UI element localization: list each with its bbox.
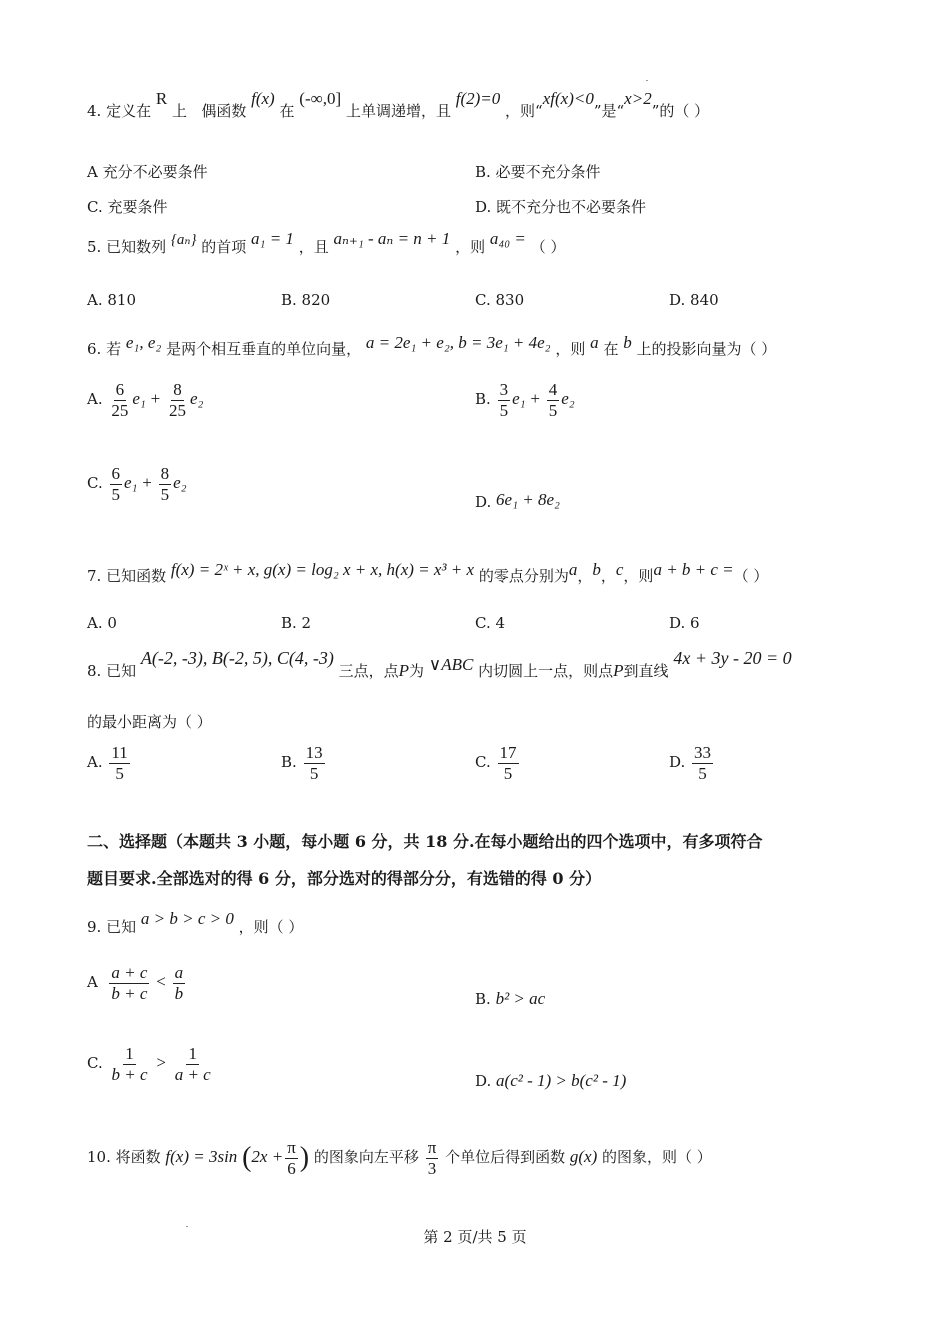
fraction: $\frac{a}{b}$ [174,963,184,1003]
fraction: $\frac{33}{5}$ [694,743,712,783]
question-9-stem: 9. 已知 a > b > c > 0 ，则（ ） [87,909,304,936]
scan-dot [646,80,648,81]
question-4-stem: 4. 定义在 R 上 偶函数 f(x) 在 (-∞,0] 上单调递增，且 f(2)=0 ，则“xf(x)<0”是“x>2”的（ ） [87,89,710,120]
question-6-option-c: C. $\frac{6}{5}$ e₁ + $\frac{8}{5}$ e₂ [87,464,187,504]
question-4-option-b: B. 必要不充分条件 [475,163,601,181]
question-8-option-d: D. $\frac{33}{5}$ [669,743,712,783]
question-7-option-d: D. 6 [669,614,700,632]
section-2-heading [87,823,867,897]
question-5-option-a: A. 810 [87,291,136,309]
question-9-option-a: A $\frac{a + c}{b + c}$ < $\frac{a}{b}$ [87,963,184,1003]
question-8-option-c: C. $\frac{17}{5}$ [475,743,517,783]
right-paren: ) [299,1142,310,1174]
question-7-option-c: C. 4 [475,614,506,632]
question-9-option-d: D. a(c² - 1) > b(c² - 1) [475,1071,627,1090]
question-6-stem: 6. 若 e₁, e₂ 是两个相互垂直的单位向量， a = 2e₁ + e₂, b = 3e₁ + 4e₂ ，则 a 在 b 上的投影向量为（ ） [87,333,777,358]
fraction: $\frac{13}{5}$ [305,743,323,783]
question-9-option-b: B. b² > ac [475,989,546,1008]
question-8-option-b: B. $\frac{13}{5}$ [281,743,323,783]
fraction: $\frac{1}{a + c}$ [174,1044,211,1084]
fraction: $\frac{11}{5}$ [111,743,128,783]
question-8-stem: 8. 已知 A(-2, -3), B(-2, 5), C(4, -3) 三点，点P为 ∨ABC 内切圆上一点，则点P到直线 4x + 3y - 20 = 0 [87,648,792,680]
question-7-option-a: A. 0 [87,614,117,632]
question-6-option-d: D. 6e₁ + 8e₂ [475,490,560,511]
question-10-stem: 10. 将函数 f(x) = 3sin (2x + $\frac{\pi}{6}$ ) 的图象向左平移 $\frac{\pi}{3}$ 个单位后得到函数 g(x) 的图象，则（ ） [87,1138,712,1178]
section-2-heading-line1: 二、选择题（本题共 3 小题，每小题 6 分，共 18 分.在每小题给出的四个选项中，有多项符合 [87,832,763,851]
fraction: $\frac{a + c}{b + c}$ [111,963,148,1003]
question-6-option-b: B. $\frac{3}{5}$ e₁ + $\frac{4}{5}$ e₂ [475,380,575,420]
question-5-stem: 5. 已知数列 {aₙ} 的首项 a₁ = 1 ，且 aₙ₊₁ - aₙ = n + 1 ，则 a₄₀ = （ ） [87,229,566,256]
fraction: $\frac{17}{5}$ [499,743,517,783]
question-5-option-c: C. 830 [475,291,525,309]
question-8-option-a: A. $\frac{11}{5}$ [87,743,128,783]
question-5-option-b: B. 820 [281,291,331,309]
question-4-option-d: D. 既不充分也不必要条件 [475,198,647,216]
question-8-stem-line2: 的最小距离为（ ） [87,713,212,731]
question-6-option-a: A. $\frac{6}{25}$ e₁ + $\frac{8}{25}$ e₂ [87,380,204,420]
fraction: $\frac{4}{5}$ [548,380,558,420]
fraction: $\frac{3}{5}$ [499,380,509,420]
question-4-option-c: C. 充要条件 [87,198,168,216]
fraction: $\frac{1}{b + c}$ [111,1044,148,1084]
fraction: $\frac{6}{5}$ [111,464,120,504]
question-7-option-b: B. 2 [281,614,312,632]
page-footer: 第 2 页/共 5 页 [423,1228,527,1246]
question-4-option-a: A 充分不必要条件 [87,163,208,181]
question-5-option-d: D. 840 [669,291,719,309]
fraction: $\frac{6}{25}$ [111,380,129,420]
question-9-option-c: C. $\frac{1}{b + c}$ > $\frac{1}{a + c}$ [87,1044,211,1084]
fraction: $\frac{8}{5}$ [160,464,170,504]
section-2-heading-line2: 题目要求.全部选对的得 6 分，部分选对的得部分分，有选错的得 0 分） [87,869,602,888]
question-7-stem: 7. 已知函数 f(x) = 2ˣ + x, g(x) = log₂ x + x, h(x) = x³ + x 的零点分别为a，b，c，则a + b + c =（ ） [87,560,769,585]
fraction: $\frac{\pi}{3}$ [427,1138,437,1178]
fraction: $\frac{8}{25}$ [169,380,187,420]
left-paren: ( [242,1142,252,1174]
fraction: $\frac{\pi}{6}$ [287,1138,296,1178]
